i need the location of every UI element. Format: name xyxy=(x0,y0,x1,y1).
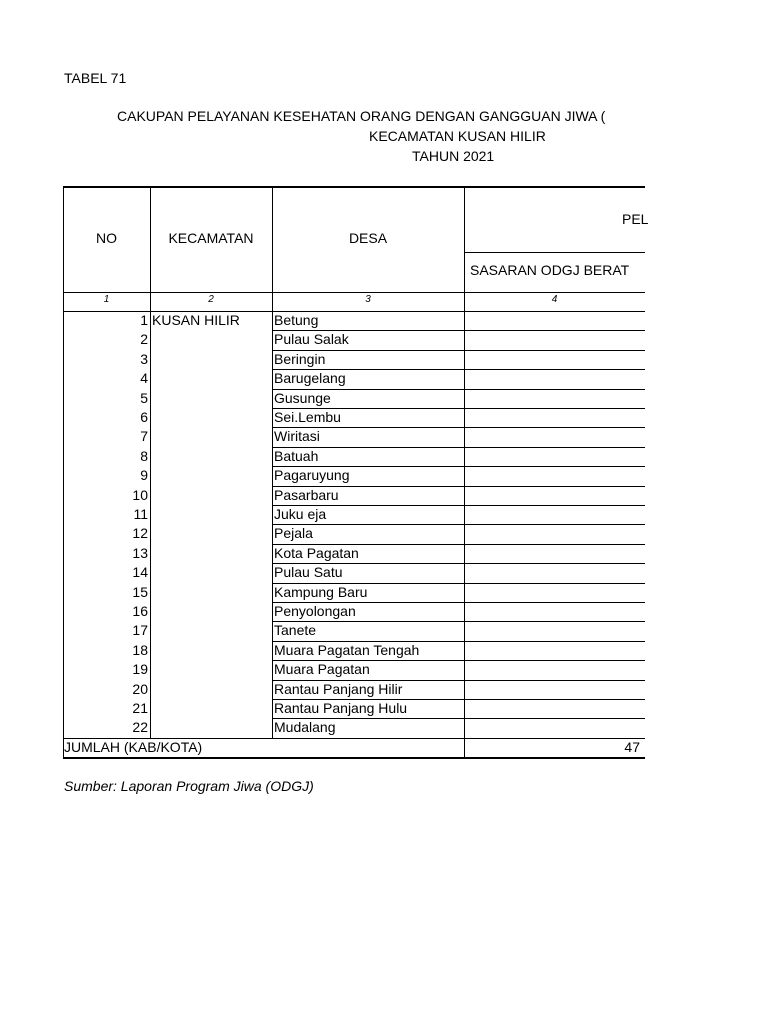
title-line-1: CAKUPAN PELAYANAN KESEHATAN ORANG DENGAN GANGGUAN JIWA ( xyxy=(117,108,606,124)
row-no: 8 xyxy=(140,447,148,464)
row-desa: Pagaruyung xyxy=(274,467,350,484)
header-desa: DESA xyxy=(348,230,388,246)
row-divider xyxy=(272,583,645,584)
grid-group-divider xyxy=(464,252,645,253)
row-no: 19 xyxy=(132,661,148,678)
row-desa: Wiritasi xyxy=(274,428,320,445)
grid-table-bottom xyxy=(63,757,645,759)
row-no: 14 xyxy=(132,564,148,581)
grid-col-no xyxy=(150,186,151,738)
row-divider xyxy=(272,680,645,681)
source-note: Sumber: Laporan Program Jiwa (ODGJ) xyxy=(64,778,314,794)
header-sasaran: SASARAN ODGJ BERAT xyxy=(470,262,630,278)
header-kecamatan: KECAMATAN xyxy=(168,230,254,246)
row-desa: Juku eja xyxy=(274,506,327,522)
row-no: 21 xyxy=(132,700,148,716)
row-no: 1 xyxy=(140,312,148,328)
row-divider xyxy=(272,699,645,700)
total-label: JUMLAH (KAB/KOTA) xyxy=(64,739,203,755)
subheader-2: 2 xyxy=(208,294,214,305)
row-divider xyxy=(272,544,645,545)
row-divider xyxy=(272,330,645,331)
row-no: 10 xyxy=(132,486,148,503)
row-desa: Gusunge xyxy=(274,389,331,406)
row-divider xyxy=(272,427,645,428)
row-divider xyxy=(272,466,645,467)
row-no: 18 xyxy=(132,641,148,658)
row-divider xyxy=(272,486,645,487)
row-no: 6 xyxy=(140,409,148,425)
row-desa: Mudalang xyxy=(274,719,336,736)
grid-col-kecamatan xyxy=(272,186,273,738)
row-desa: Kota Pagatan xyxy=(274,544,359,561)
table-label: TABEL 71 xyxy=(64,70,127,86)
title-line-2: KECAMATAN KUSAN HILIR xyxy=(369,128,546,144)
row-divider xyxy=(272,369,645,370)
row-divider xyxy=(272,447,645,448)
row-no: 11 xyxy=(133,506,148,522)
row-no: 9 xyxy=(140,467,148,484)
row-no: 4 xyxy=(140,370,148,387)
row-no: 5 xyxy=(140,389,148,406)
row-divider xyxy=(272,389,645,390)
row-desa: Sei.Lembu xyxy=(274,409,341,425)
row-divider xyxy=(272,350,645,351)
row-desa: Muara Pagatan Tengah xyxy=(274,641,420,658)
row-divider xyxy=(272,408,645,409)
subheader-1: 1 xyxy=(103,294,110,305)
row-divider xyxy=(272,563,645,564)
row-no: 7 xyxy=(140,428,148,445)
header-no: NO xyxy=(96,230,117,246)
row-divider xyxy=(272,718,645,719)
header-group: PEL xyxy=(622,211,649,227)
grid-left xyxy=(63,186,64,758)
grid-col-desa xyxy=(464,186,465,758)
row-desa: Kampung Baru xyxy=(274,583,368,600)
row-desa: Muara Pagatan xyxy=(274,661,370,678)
row-desa: Rantau Panjang Hilir xyxy=(274,680,403,697)
row-desa: Penyolongan xyxy=(274,603,356,619)
row-no: 2 xyxy=(140,331,148,348)
row-desa: Pasarbaru xyxy=(274,486,339,503)
row-desa: Tanete xyxy=(274,622,317,639)
row-no: 13 xyxy=(132,544,148,561)
row-divider xyxy=(272,641,645,642)
row-no: 17 xyxy=(132,622,148,639)
row-divider xyxy=(272,524,645,525)
row-desa: Pejala xyxy=(274,525,313,542)
row-desa: Rantau Panjang Hulu xyxy=(274,700,408,716)
row-divider xyxy=(272,621,645,622)
subheader-4: 4 xyxy=(551,294,558,305)
row-divider xyxy=(272,602,645,603)
row-no: 16 xyxy=(132,603,148,619)
row-divider xyxy=(272,505,645,506)
row-desa: Pulau Satu xyxy=(274,564,343,581)
row-no: 22 xyxy=(132,719,148,736)
row-desa: Barugelang xyxy=(274,370,346,387)
subheader-3: 3 xyxy=(365,294,371,305)
row-desa: Pulau Salak xyxy=(274,331,349,348)
row-no: 12 xyxy=(132,525,148,542)
kecamatan-cell: KUSAN HILIR xyxy=(152,312,240,328)
row-desa: Betung xyxy=(274,312,319,328)
title-line-3: TAHUN 2021 xyxy=(412,148,495,164)
row-desa: Batuah xyxy=(274,447,319,464)
row-no: 15 xyxy=(132,583,148,600)
row-no: 20 xyxy=(132,680,148,697)
row-no: 3 xyxy=(140,350,148,367)
grid-body-bottom xyxy=(63,738,645,739)
row-desa: Beringin xyxy=(274,350,326,367)
row-divider xyxy=(272,660,645,661)
total-value: 47 xyxy=(624,739,640,755)
